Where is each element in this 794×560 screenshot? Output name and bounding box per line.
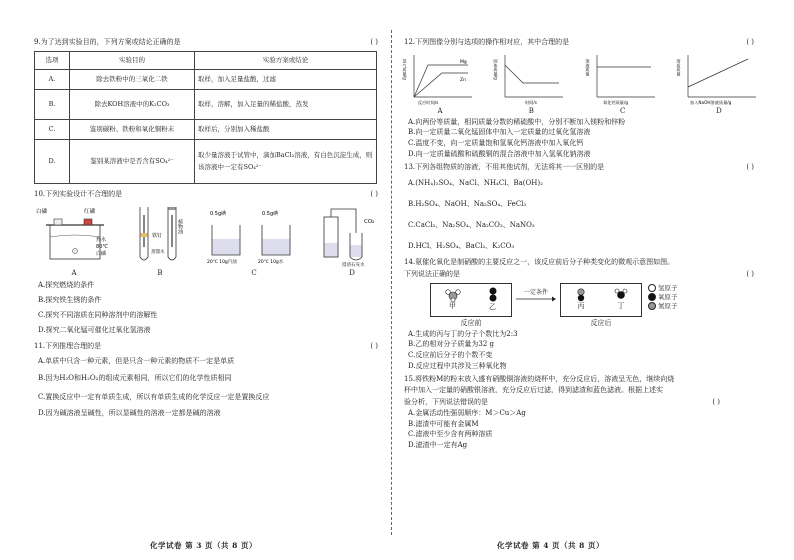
graph-b-plot xyxy=(495,51,567,105)
figure-label: C xyxy=(251,268,257,277)
option-b: B.H₂SO₄、NaOH、Na₂SO₄、FeCl₃ xyxy=(408,200,527,208)
option-c: C.滤液中至少含有两种溶质 xyxy=(408,430,493,439)
fig-label: 0.5g碘 xyxy=(210,210,227,217)
fig-label: 铁钉 xyxy=(152,232,163,239)
q13-options xyxy=(404,179,760,250)
answer-paren: ( ) xyxy=(370,189,378,198)
before-group xyxy=(430,283,512,328)
graph-c-plot xyxy=(587,51,659,105)
legend-item xyxy=(648,302,678,310)
axis-label: 溶质质量 xyxy=(676,58,682,76)
q10-options xyxy=(34,281,384,334)
fig-label: 20℃ 10g水 xyxy=(258,259,284,265)
option-c: C.置换反应中一定有单质生成，所以有单质生成的化学反应一定是置换反应 xyxy=(38,392,270,401)
option-b: B.乙的相对分子质量为32 g xyxy=(408,340,494,349)
fig-label: 白磷 xyxy=(96,250,107,257)
hydrogen-atom-icon xyxy=(648,284,656,292)
oxygen-molecule-icon xyxy=(488,287,498,303)
option-d: D.探究二氧化锰可催化过氧化氢溶液 xyxy=(38,325,151,334)
question-14-stem: 14.氨催化氧化是制硝酸的主要反应之一，该反应前后分子种类变化的微观示意图如图。 xyxy=(404,258,675,267)
option-d: D.向一定质量硫酸和硫酸铜的混合溶液中加入氢氧化钠溶液 xyxy=(408,149,591,158)
question-14-stem-line2 xyxy=(404,270,760,279)
table-row xyxy=(35,119,377,139)
arrow-icon xyxy=(516,296,556,302)
option-a: A.(NH₄)₂SO₄、NaCl、NH₄Cl、Ba(OH)₂ xyxy=(408,179,543,188)
molecule-yi xyxy=(488,287,498,312)
option-a: A.向两份等质量，相同质量分数的稀硫酸中，分别不断加入镁粉和锌粉 xyxy=(408,117,626,126)
axis-label: 反应时间/s xyxy=(418,99,439,105)
fig-label: 蒸馏水 xyxy=(151,249,165,255)
graph-label: C xyxy=(619,106,626,115)
question-15 xyxy=(404,375,760,407)
page-footer-left: 化学试卷 第 3 页（共 8 页） xyxy=(150,541,257,550)
fig-label: 白磷 xyxy=(36,208,48,215)
table-cell: 除去铁粉中的三氧化二铁 xyxy=(70,69,195,89)
legend-label: 氧原子 xyxy=(658,292,678,301)
table-cell: 取少量溶液于试管中，滴加BaCl₂溶液，有白色沉淀生成，则该溶液中一定有SO₄²⁻ xyxy=(195,139,377,183)
table-row xyxy=(35,139,377,183)
axis-label: 固体质量/g xyxy=(493,58,499,80)
table-cell: 取样，溶解，加入足量的稀盐酸，蒸发 xyxy=(195,89,377,119)
molecule-label: 甲 xyxy=(449,302,456,311)
table-cell: 取样，加入足量盐酸，过滤 xyxy=(195,69,377,89)
option-d: D.反应过程中共涉及三种氧化物 xyxy=(408,361,507,370)
combustion-apparatus-figure xyxy=(34,203,114,267)
table-cell: B. xyxy=(35,89,70,119)
option-a: A.探究燃烧的条件 xyxy=(38,281,95,290)
molecule-jia xyxy=(445,288,461,311)
axis-label: 氧化钙质量/g xyxy=(602,99,628,105)
q12-options xyxy=(404,118,760,159)
question-9-stem: 9.为了达到实验目的，下列方案或结论正确的是 xyxy=(34,38,181,46)
q14-reaction-diagram xyxy=(430,283,760,328)
arrow-condition: 一定条件 xyxy=(523,288,548,296)
question-12 xyxy=(404,38,760,47)
figure-d xyxy=(320,203,384,278)
water-molecule-icon xyxy=(614,288,628,302)
figure-b xyxy=(132,203,188,278)
axis-label: 时间/s xyxy=(525,99,538,105)
question-15-line: 杯中加入一定量的硝酸银溶液，充分反应后过滤，得到滤渣和蓝色滤液。根据上述实 xyxy=(404,386,663,395)
q15-options xyxy=(404,409,760,450)
right-column xyxy=(404,38,760,452)
question-12-stem: 12.下列图像分别与选项的操作相对应，其中合理的是 xyxy=(404,38,570,46)
fig-label: 澄清石灰水 xyxy=(342,262,365,268)
graph-b xyxy=(495,51,567,116)
legend-item xyxy=(648,293,678,301)
option-b: B.滤渣中可能有金属M xyxy=(408,419,479,428)
option-a: A.单质中只含一种元素，但是只含一种元素的物质不一定是单质 xyxy=(38,357,235,365)
fig-label: 0.5g碘 xyxy=(262,210,279,217)
q11-options xyxy=(34,357,384,418)
axis-label: 溶液质量 xyxy=(585,58,591,76)
atom-legend xyxy=(648,283,678,311)
option-c: C.反应前后分子的个数不变 xyxy=(408,351,493,359)
fig-label: 红磷 xyxy=(84,208,96,215)
legend-item xyxy=(648,284,678,292)
rusting-test-tubes-figure xyxy=(132,203,188,267)
fig-label: 20℃ 10g汽油 xyxy=(207,259,237,265)
no-molecule-icon xyxy=(574,288,588,302)
answer-paren: ( ) xyxy=(370,38,378,46)
answer-paren: ( ) xyxy=(370,342,378,351)
option-c: C.温度不变，向一定质量饱和氢氧化钙溶液中加入氧化钙 xyxy=(408,139,584,147)
graph-d xyxy=(678,51,760,116)
oxygen-atom-icon xyxy=(648,293,656,301)
fig-label: CO₂ xyxy=(364,218,375,225)
table-cell: D. xyxy=(35,139,70,183)
table-row xyxy=(35,69,377,89)
question-14 xyxy=(404,258,760,279)
reaction-arrow xyxy=(516,289,556,303)
q10-figures xyxy=(34,203,384,278)
table-row xyxy=(35,89,377,119)
option-b: B.因为H₂O和H₂O₂的组成元素相同，所以它们的化学性质相同 xyxy=(38,373,232,382)
column-divider xyxy=(391,30,392,535)
axis-label: 氢气质量/g xyxy=(402,58,408,80)
option-d: D.因为碱溶液呈碱性，所以显碱性的溶液一定都是碱的溶液 xyxy=(38,409,221,418)
graph-label: B xyxy=(528,106,534,115)
fig-label: 热水 xyxy=(96,236,107,243)
molecule-label: 乙 xyxy=(489,303,496,312)
option-b: B.向一定质量二氧化锰固体中加入一定质量的过氧化氢溶液 xyxy=(408,128,591,137)
question-15-line3 xyxy=(404,398,760,407)
option-d: D.HCl、H₂SO₄、BaCl₂、K₂CO₃ xyxy=(408,241,515,250)
answer-paren: ( ) xyxy=(746,38,754,46)
table-cell: C. xyxy=(35,119,70,139)
table-cell: 鉴别碳粉、铁粉和氧化铜粉末 xyxy=(70,119,195,139)
graph-a-plot xyxy=(404,51,476,105)
figure-c xyxy=(206,203,302,278)
question-11-stem: 11.下列推理合理的是 xyxy=(34,342,102,351)
answer-paren: ( ) xyxy=(746,270,754,278)
figure-label: D xyxy=(349,268,355,277)
table-cell: 鉴别某溶液中是否含有SO₄²⁻ xyxy=(70,139,195,183)
before-label: 反应前 xyxy=(460,318,482,327)
table-header: 实验目的 xyxy=(70,51,195,69)
after-box xyxy=(560,283,642,317)
table-cell: 取样后，分别加入稀盐酸 xyxy=(195,119,377,139)
molecule-label: 丁 xyxy=(617,302,625,311)
series-label: Mg xyxy=(460,59,467,65)
option-c: C.CaCl₂、Na₂SO₄、Na₂CO₃、NaNO₃ xyxy=(408,220,535,229)
answer-paren: ( ) xyxy=(746,162,754,171)
question-13 xyxy=(404,163,760,172)
option-a: A.生成的丙与丁的分子个数比为2:3 xyxy=(408,329,518,338)
q12-graphs xyxy=(404,51,760,116)
molecule-label: 丙 xyxy=(577,302,585,311)
question-13-stem: 13.下列各组物质的溶液，不用其他试剂，无法将其一一区别的是 xyxy=(404,162,605,171)
option-d: D.滤渣中一定有Ag xyxy=(408,441,468,449)
answer-paren: ( ) xyxy=(712,398,720,406)
table-cell: 除去KOH溶液中的K₂CO₃ xyxy=(70,89,195,119)
table-header: 选项 xyxy=(35,51,70,69)
molecule-ding xyxy=(614,288,628,311)
before-box xyxy=(430,283,512,317)
option-c: C.探究不同溶质在同种溶剂中的溶解性 xyxy=(38,310,158,319)
option-b: B.探究铁生锈的条件 xyxy=(38,296,102,304)
axis-label: 加入NaOH溶液质量/g xyxy=(689,99,732,105)
figure-label: A xyxy=(71,268,77,277)
fig-label: 80℃ xyxy=(96,243,108,250)
question-11 xyxy=(34,342,384,351)
graph-c xyxy=(587,51,659,116)
graph-label: A xyxy=(437,106,443,115)
question-9 xyxy=(34,38,384,47)
figure-a xyxy=(34,203,114,278)
solubility-beakers-figure xyxy=(206,203,302,267)
graph-d-plot xyxy=(678,51,760,105)
question-14-stem-cont: 下列说法正确的是 xyxy=(404,270,460,278)
q14-options xyxy=(404,330,760,371)
table-header: 实验方案或结论 xyxy=(195,51,377,69)
question-10 xyxy=(34,190,384,199)
legend-label: 氢原子 xyxy=(658,283,678,292)
option-a: A.金属活动性强弱顺序：M＞Cu＞Ag xyxy=(408,408,526,417)
gas-test-figure xyxy=(320,203,384,267)
fig-label: 植物油 xyxy=(177,218,183,234)
left-column xyxy=(34,38,384,420)
graph-a xyxy=(404,51,476,116)
graph-label: D xyxy=(716,106,722,115)
series-label: Zn xyxy=(460,77,466,83)
question-10-stem: 10.下列实验设计不合理的是 xyxy=(34,189,123,198)
after-label: 反应后 xyxy=(590,318,612,327)
question-15-line: 15.将铁粉M的粉末放入盛有硝酸铜溶液的烧杯中，充分反应后，溶液呈无色，继续向烧 xyxy=(404,374,675,383)
page-footer-right: 化学试卷 第 4 页（共 8 页） xyxy=(497,541,604,550)
table-header-row xyxy=(35,51,377,69)
after-group xyxy=(560,283,642,328)
question-15-line: 验分析，下列说法错误的是 xyxy=(404,398,488,406)
figure-label: B xyxy=(157,268,163,277)
molecule-bing xyxy=(574,288,588,311)
nitrogen-atom-icon xyxy=(648,302,656,310)
q9-table xyxy=(34,51,377,184)
ammonia-molecule-icon xyxy=(445,288,461,302)
table-cell: A. xyxy=(35,69,70,89)
legend-label: 氮原子 xyxy=(658,302,678,310)
